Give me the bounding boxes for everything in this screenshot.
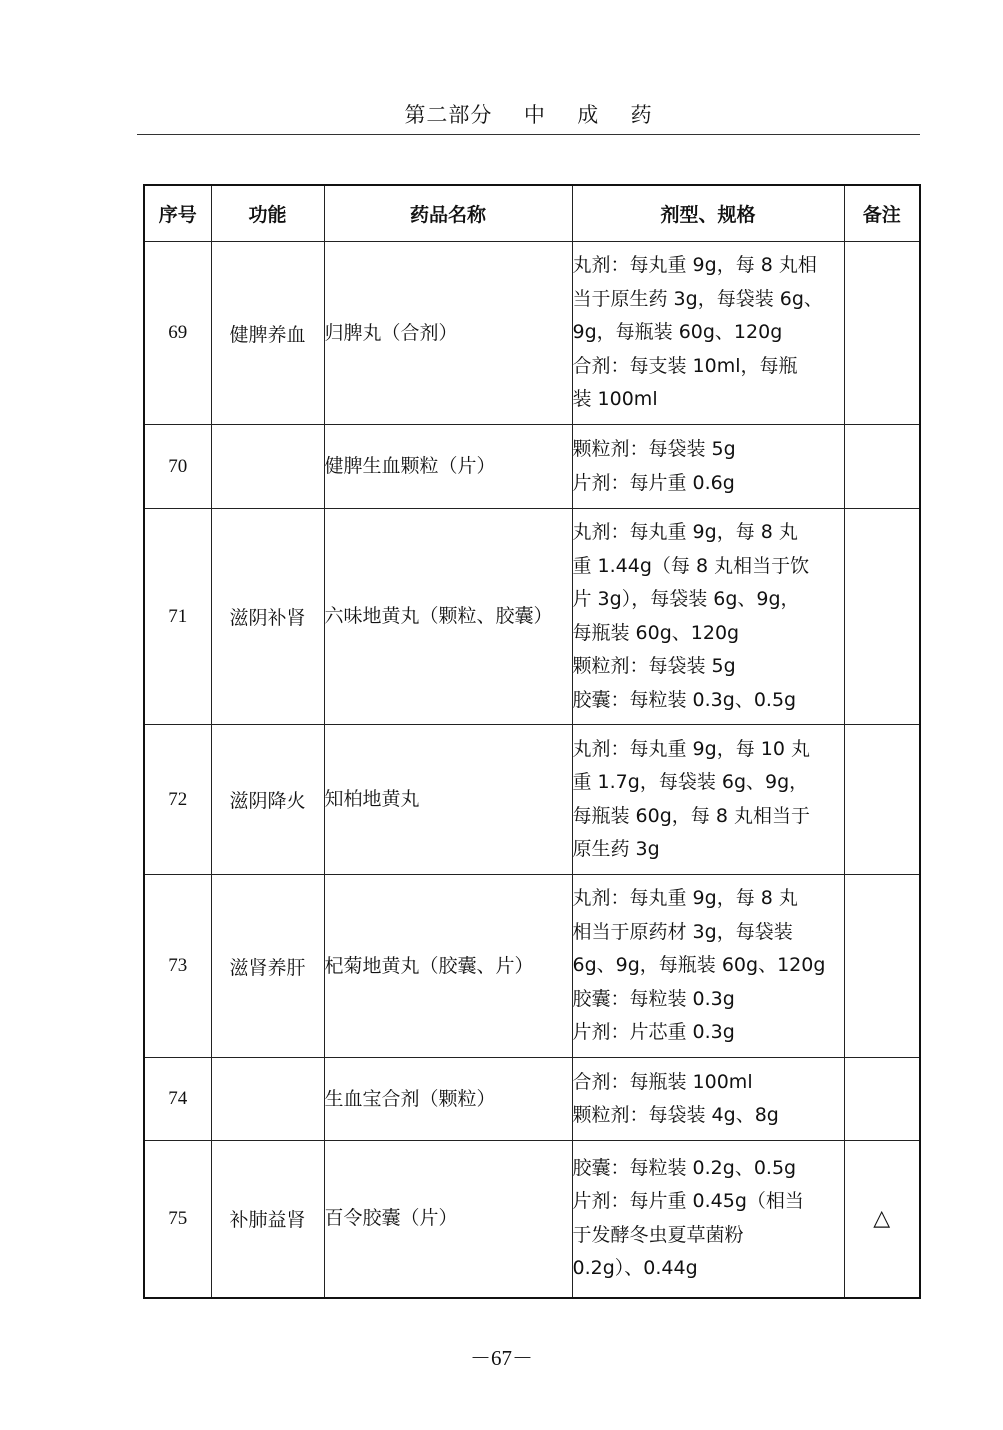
spec-line: 0.2g）、0.44g bbox=[572, 1257, 698, 1280]
row-spec bbox=[572, 875, 844, 1058]
column-header-note: 备注 bbox=[844, 185, 920, 242]
spec-line: 胶囊：每粒装 0.3g、0.5g bbox=[572, 688, 797, 711]
row-note bbox=[844, 1058, 920, 1141]
row-note bbox=[844, 425, 920, 509]
row-function: 滋阴补肾 bbox=[211, 509, 324, 725]
spec-line: 片剂：片芯重 0.3g bbox=[572, 1021, 735, 1044]
row-function: 滋阴降火 bbox=[211, 725, 324, 875]
spec-line: 每瓶装 60g，每 8 丸相当于 bbox=[572, 804, 810, 827]
section-title-char: 药 bbox=[630, 103, 653, 127]
spec-line: 片剂：每片重 0.45g（相当 bbox=[572, 1190, 804, 1213]
row-function bbox=[211, 1058, 324, 1141]
column-header-number: 序号 bbox=[144, 185, 211, 242]
column-header-spec: 剂型、规格 bbox=[572, 185, 844, 242]
row-note: △ bbox=[844, 1141, 920, 1298]
spec-line: 于发酵冬虫夏草菌粉 bbox=[572, 1223, 744, 1246]
table-row bbox=[144, 1141, 920, 1298]
column-header-function: 功能 bbox=[211, 185, 324, 242]
page-number: －67－ bbox=[470, 1346, 533, 1370]
row-note bbox=[844, 725, 920, 875]
row-number: 69 bbox=[144, 242, 211, 425]
spec-line: 胶囊：每粒装 0.3g bbox=[572, 987, 735, 1010]
spec-line: 合剂：每瓶装 100ml bbox=[572, 1070, 753, 1093]
row-note bbox=[844, 875, 920, 1058]
row-medicine-name: 百令胶囊（片） bbox=[324, 1141, 572, 1298]
row-function: 补肺益肾 bbox=[211, 1141, 324, 1298]
spec-line: 颗粒剂：每袋装 4g、8g bbox=[572, 1104, 779, 1126]
spec-line: 颗粒剂：每袋装 5g bbox=[572, 655, 736, 677]
spec-line: 丸剂：每丸重 9g，每 10 丸 bbox=[572, 737, 810, 760]
row-spec bbox=[572, 725, 844, 875]
spec-line: 装 100ml bbox=[572, 388, 658, 411]
spec-line: 相当于原药材 3g，每袋装 bbox=[572, 920, 793, 943]
row-function: 滋肾养肝 bbox=[211, 875, 324, 1058]
row-spec bbox=[572, 1058, 844, 1141]
table-row bbox=[144, 242, 920, 425]
row-medicine-name: 归脾丸（合剂） bbox=[324, 242, 572, 425]
spec-line: 9g，每瓶装 60g、120g bbox=[572, 321, 783, 344]
row-note bbox=[844, 242, 920, 425]
row-medicine-name: 健脾生血颗粒（片） bbox=[324, 425, 572, 509]
spec-line: 片剂：每片重 0.6g bbox=[572, 471, 735, 494]
row-spec bbox=[572, 509, 844, 725]
row-number: 73 bbox=[144, 875, 211, 1058]
row-spec bbox=[572, 1141, 844, 1298]
section-title-char: 中 bbox=[523, 103, 546, 127]
table-row bbox=[144, 425, 920, 509]
spec-line: 颗粒剂：每袋装 5g bbox=[572, 438, 736, 460]
spec-line: 胶囊：每粒装 0.2g、0.5g bbox=[572, 1156, 797, 1179]
spec-line: 6g、9g，每瓶装 60g、120g bbox=[572, 954, 826, 977]
row-function: 健脾养血 bbox=[211, 242, 324, 425]
row-medicine-name: 六味地黄丸（颗粒、胶囊） bbox=[324, 509, 572, 725]
spec-line: 丸剂：每丸重 9g，每 8 丸 bbox=[572, 887, 798, 910]
row-note bbox=[844, 509, 920, 725]
spec-line: 重 1.7g，每袋装 6g、9g， bbox=[572, 771, 809, 793]
row-function bbox=[211, 425, 324, 509]
row-medicine-name: 杞菊地黄丸（胶囊、片） bbox=[324, 875, 572, 1058]
section-label: 第二部分 bbox=[404, 103, 493, 127]
column-header-name: 药品名称 bbox=[324, 185, 572, 242]
row-number: 70 bbox=[144, 425, 211, 509]
row-spec bbox=[572, 425, 844, 509]
spec-line: 丸剂：每丸重 9g，每 8 丸 bbox=[572, 521, 798, 543]
spec-line: 片 3g），每袋装 6g、9g， bbox=[572, 588, 800, 610]
table-row bbox=[144, 1058, 920, 1141]
row-number: 74 bbox=[144, 1058, 211, 1141]
row-number: 72 bbox=[144, 725, 211, 875]
spec-line: 每瓶装 60g、120g bbox=[572, 621, 740, 644]
spec-line: 重 1.44g（每 8 丸相当于饮 bbox=[572, 554, 810, 577]
medicine-table bbox=[143, 184, 921, 1299]
row-medicine-name: 知柏地黄丸 bbox=[324, 725, 572, 875]
table-row bbox=[144, 509, 920, 725]
table-row bbox=[144, 725, 920, 875]
row-medicine-name: 生血宝合剂（颗粒） bbox=[324, 1058, 572, 1141]
table-row bbox=[144, 875, 920, 1058]
spec-line: 原生药 3g bbox=[572, 838, 660, 860]
spec-line: 丸剂：每丸重 9g，每 8 丸相 bbox=[572, 254, 817, 277]
page-header bbox=[137, 96, 920, 135]
row-spec bbox=[572, 242, 844, 425]
row-number: 75 bbox=[144, 1141, 211, 1298]
spec-line: 当于原生药 3g，每袋装 6g、 bbox=[572, 287, 823, 310]
section-title-char: 成 bbox=[577, 103, 600, 127]
table-header-row bbox=[144, 185, 920, 242]
row-number: 71 bbox=[144, 509, 211, 725]
spec-line: 合剂：每支装 10ml，每瓶 bbox=[572, 354, 798, 377]
